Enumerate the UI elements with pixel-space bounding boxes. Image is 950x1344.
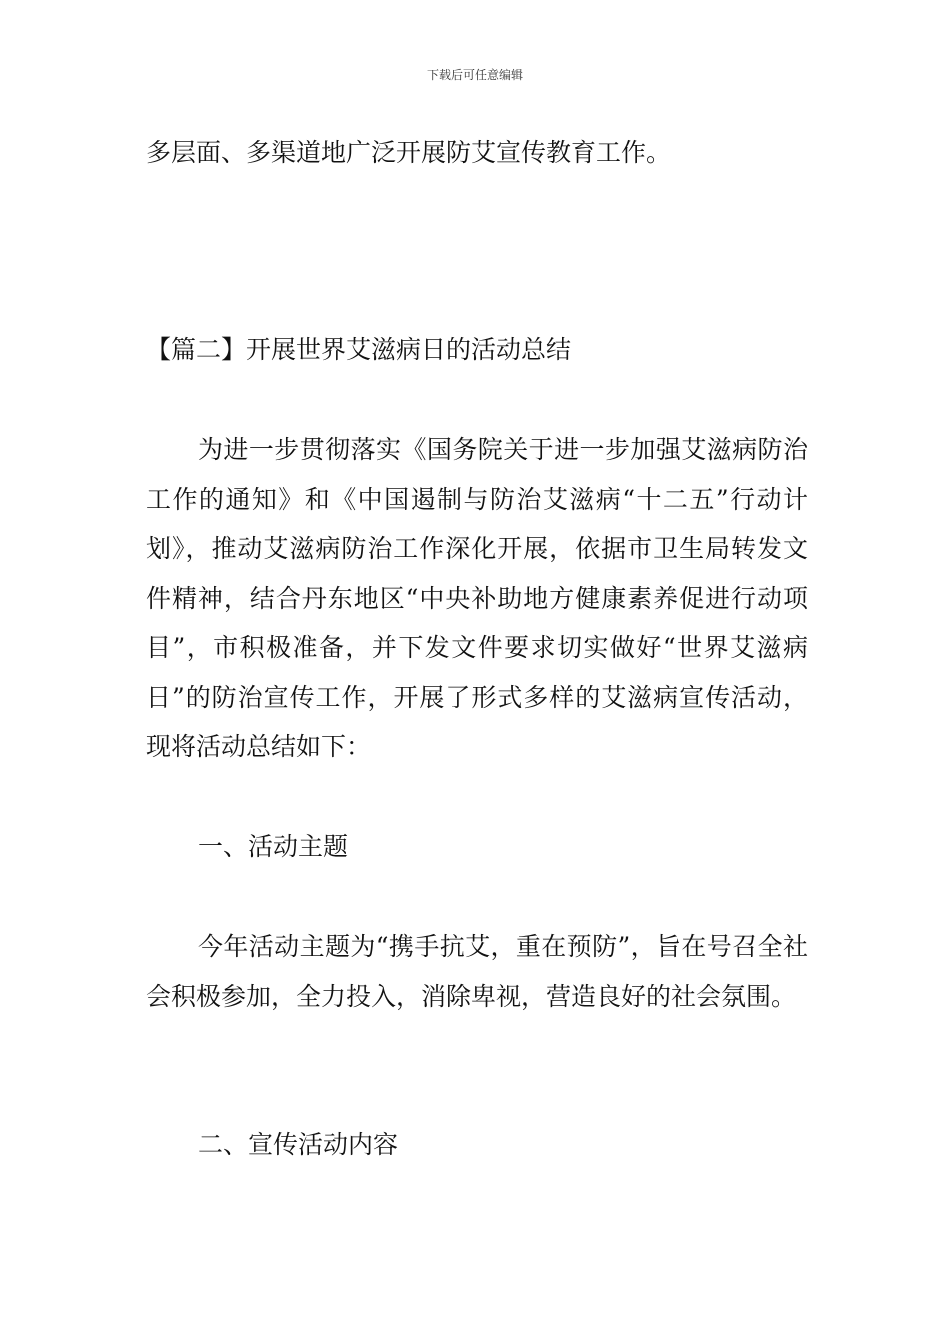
section-title: 【篇二】开展世界艾滋病日的活动总结 [146, 335, 572, 364]
intro-paragraph: 为进一步贯彻落实《国务院关于进一步加强艾滋病防治工作的通知》和《中国遏制与防治艾滋病“十二五”行动计划》，推动艾滋病防治工作深化开展，依据市卫生局转发文件精神，结合丹东地区“中央补助地方健康素养促进行动项目”，市积极准备，并下发文件要求切实做好“世界艾滋病日”的防治宣传工作，开展了形式多样的艾滋病宣传活动，现将活动总结如下： [146, 435, 808, 761]
theme-paragraph: 今年活动主题为“携手抗艾，重在预防”，旨在号召全社会积极参加，全力投入，消除卑视，营造良好的社会氛围。 [146, 932, 808, 1011]
page-header-note: 下载后可任意编辑 [426, 68, 523, 82]
continuation-paragraph: 多层面、多渠道地广泛开展防艾宣传教育工作。 [146, 138, 672, 167]
heading-activity-theme: 一、活动主题 [198, 832, 349, 861]
heading-publicity-content: 二、宣传活动内容 [198, 1130, 399, 1159]
